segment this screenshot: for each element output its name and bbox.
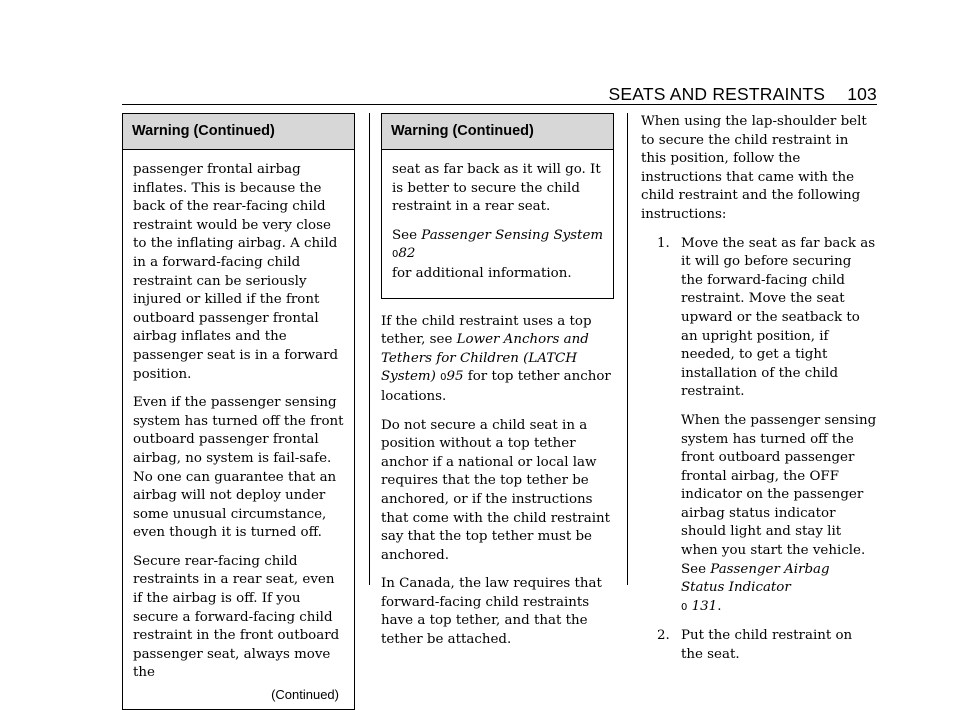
- cross-reference-link[interactable]: Passenger Airbag Status Indicator: [681, 561, 830, 596]
- warning-title: Warning (Continued): [382, 114, 613, 150]
- warning-box-left: [122, 113, 355, 710]
- page-ref-number[interactable]: 95: [446, 369, 464, 385]
- step-number: 2.: [657, 628, 670, 644]
- instruction-steps: [641, 235, 877, 665]
- warning-paragraph: Secure rear-facing child restraints in a rear seat, even if the airbag is off. If you secure a forward-facing child restraint in the front outboard passenger seat, always move the: [133, 553, 340, 681]
- warning-body: [382, 150, 613, 298]
- cross-reference-link[interactable]: Lower Anchors and Tethers for Children (LATCH System): [381, 332, 589, 385]
- step-item: [641, 627, 877, 664]
- step-note: When the passenger sensing system has turned off the front outboard passenger frontal airbag, the OFF indicator on the passenger airbag status indicator should light and stay lit when you start the vehicle. See Passenger Airbag Status Indicator 0 131.: [681, 412, 877, 614]
- body-paragraph: In Canada, the law requires that forward-facing child restraints have a top tether, and that the tether be attached.: [381, 576, 602, 648]
- page-ref-number[interactable]: 131: [691, 598, 718, 614]
- column-divider-right: [627, 113, 628, 585]
- body-paragraph: If the child restraint uses a top tether, see Lower Anchors and Tethers for Children (LATCH System) 095 for top tether anchor locations.: [381, 313, 611, 404]
- warning-paragraph: See Passenger Sensing System 082 for additional information.: [392, 227, 604, 281]
- page-header: [122, 84, 877, 105]
- intro-paragraph: When using the lap-shoulder belt to secure the child restraint in this position, follow the instructions that came with the child restraint and the following instructions:: [641, 114, 867, 222]
- header-rule: [122, 104, 877, 105]
- page-ref-icon: 0: [392, 249, 399, 261]
- warning-paragraph: Even if the passenger sensing system has turned off the front outboard passenger frontal airbag, no system is fail-safe. No one can guarantee that an airbag will not deploy under some unusual circumstance, even though it is turned off.: [133, 395, 344, 541]
- step-number: 1.: [657, 235, 670, 251]
- step-item: [641, 235, 877, 618]
- warning-body: [123, 150, 354, 709]
- section-title: SEATS AND RESTRAINTS: [608, 84, 826, 104]
- body-paragraph: Do not secure a child seat in a position without a top tether anchor if a national or local law requires that the top tether be anchored, or if the instructions that come with the child restraint say that the top tether must be anchored.: [381, 417, 611, 563]
- page-ref-number[interactable]: 82: [398, 246, 416, 262]
- warning-paragraph: passenger frontal airbag inflates. This is because the back of the rear-facing child restraint would be very close to the inflating airbag. A child in a forward-facing child restraint can be seriously injured or killed if the front outboard passenger frontal airbag inflates and the passenger seat is in a forward position.: [133, 162, 339, 382]
- right-column: [641, 113, 877, 675]
- warning-box-middle: [381, 113, 614, 299]
- middle-column: [381, 113, 614, 660]
- warning-title: Warning (Continued): [123, 114, 354, 150]
- cross-reference-link[interactable]: Passenger Sensing System: [421, 227, 604, 243]
- left-column: [122, 113, 355, 710]
- page-ref-icon: 0: [440, 372, 447, 384]
- page-ref-icon: 0: [681, 601, 688, 613]
- step-text: Move the seat as far back as it will go before securing the forward-facing child restraint. Move the seat upward or the seatback to an upright position, if needed, to get a tight installation of the child restraint.: [681, 235, 876, 400]
- warning-paragraph: seat as far back as it will go. It is better to secure the child restraint in a rear seat.: [392, 162, 601, 215]
- continued-label: (Continued): [271, 687, 339, 703]
- step-text: Put the child restraint on the seat.: [681, 628, 853, 663]
- column-divider-left: [369, 113, 370, 585]
- page-number: 103: [847, 84, 877, 104]
